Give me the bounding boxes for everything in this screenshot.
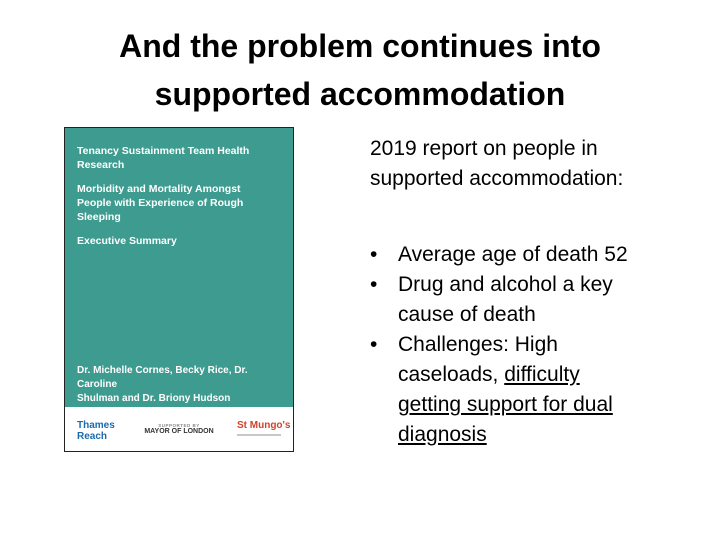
bullet-line: Average age of death 52 xyxy=(398,243,628,266)
st-mungos-logo xyxy=(237,420,290,436)
logo-tagline-bar xyxy=(237,434,281,436)
intro-line: 2019 report on people in xyxy=(370,137,598,160)
bullet-dot-icon: • xyxy=(370,273,378,296)
thames-reach-logo xyxy=(77,420,115,442)
report-subtitle-line: Morbidity and Mortality Amongst xyxy=(77,183,241,195)
intro-text xyxy=(370,134,680,194)
report-heading-line: Research xyxy=(77,159,125,171)
bullet-item xyxy=(370,240,680,270)
logo-text: Reach xyxy=(77,431,108,442)
slide-title xyxy=(40,22,680,118)
bullet-line: Drug and alcohol a key xyxy=(398,273,613,296)
report-authors-line: Dr. Michelle Cornes, Becky Rice, Dr. Caroline xyxy=(77,365,248,390)
underlined-line: getting support for dual xyxy=(398,393,613,416)
mayor-of-london-logo xyxy=(143,423,215,435)
report-cover-image xyxy=(64,127,294,452)
logo-text: MAYOR OF LONDON xyxy=(144,428,214,435)
report-heading-line: Tenancy Sustainment Team Health xyxy=(77,145,250,157)
report-authors xyxy=(77,364,285,406)
logo-text: Thames xyxy=(77,420,115,431)
bullet-dot-icon: • xyxy=(370,333,378,356)
title-line: supported accommodation xyxy=(154,76,566,112)
intro-line: supported accommodation: xyxy=(370,167,624,190)
logo-text: SUPPORTED BY xyxy=(158,423,200,428)
report-subtitle-line: Sleeping xyxy=(77,211,121,223)
bullet-dot-icon: • xyxy=(370,243,378,266)
report-subtitle-line: People with Experience of Rough xyxy=(77,197,244,209)
bullet-line: Challenges: High xyxy=(398,333,558,356)
bullet-item xyxy=(370,270,680,330)
slide-body xyxy=(370,134,680,446)
bullet-text: caseloads, xyxy=(398,363,505,386)
report-authors-line: Shulman and Dr. Briony Hudson xyxy=(77,393,231,404)
underlined-line: diagnosis xyxy=(398,423,487,446)
bullet-item xyxy=(370,330,680,450)
report-doc-type: Executive Summary xyxy=(77,235,177,247)
bullet-line xyxy=(398,360,680,390)
report-cover-panel xyxy=(65,128,293,407)
bullet-list xyxy=(370,240,680,450)
bullet-line: cause of death xyxy=(398,303,536,326)
logo-text: St Mungo's xyxy=(237,420,291,431)
report-logo-strip xyxy=(65,407,293,451)
underlined-text: difficulty xyxy=(504,363,580,386)
title-line: And the problem continues into xyxy=(119,28,601,64)
